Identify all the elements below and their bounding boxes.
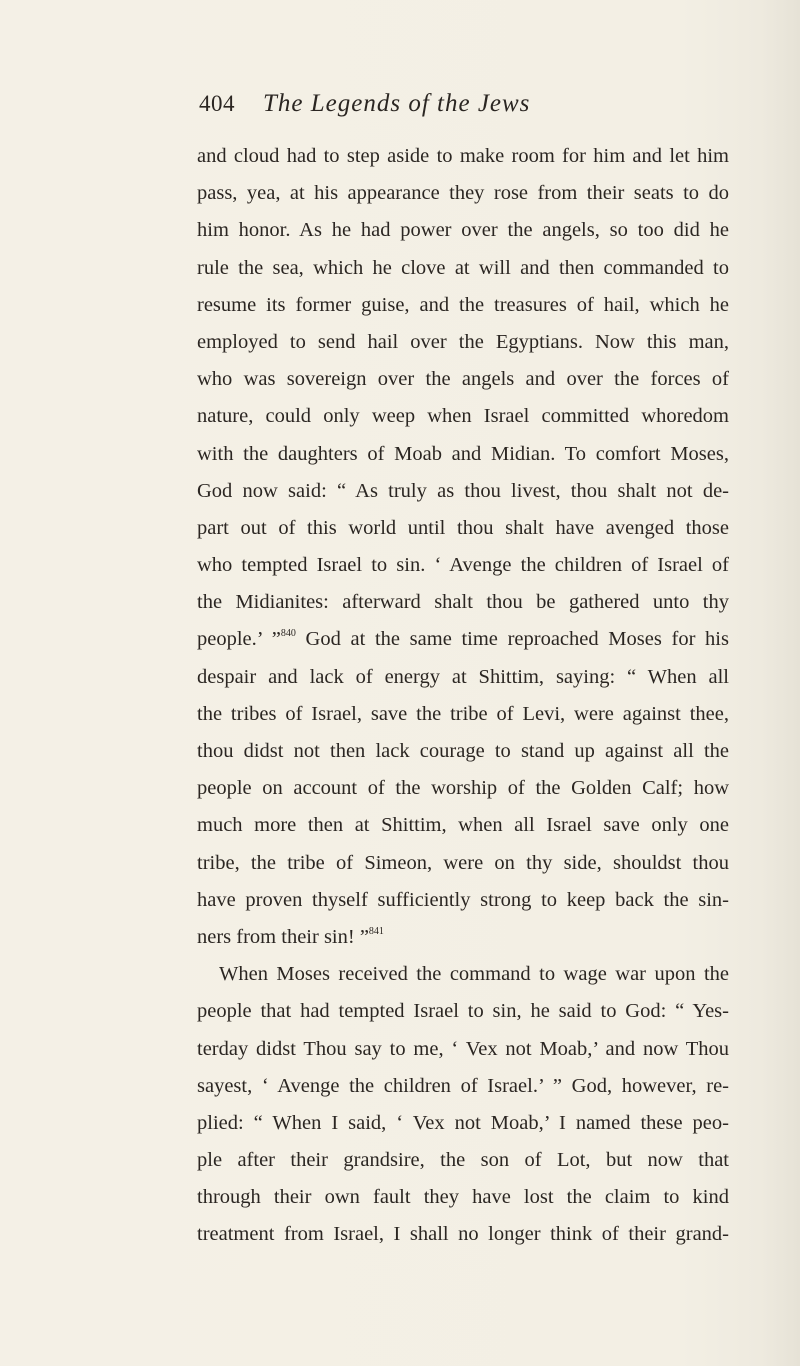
text-line: who was sovereign over the angels and over the forces of <box>197 368 729 391</box>
text-line: much more then at Shittim, when all Israel save only one <box>197 814 729 837</box>
text-segment: ners from their sin! ” <box>197 925 369 948</box>
text-line: resume its former guise, and the treasures of hail, which he <box>197 293 729 316</box>
footnote-ref: 841 <box>368 925 384 937</box>
text-line: people that had tempted Israel to sin, he said to God: “ Yes- <box>197 1000 729 1023</box>
text-line: tribe, the tribe of Simeon, were on thy side, shouldst thou <box>197 851 729 874</box>
text-line: him honor. As he had power over the angels, so too did he <box>197 219 729 242</box>
text-line: plied: “ When I said, ‘ Vex not Moab,’ I named these peo- <box>197 1111 729 1134</box>
footnote-ref: 840 <box>280 628 296 640</box>
text-line: When Moses received the command to wage war upon the <box>219 963 729 986</box>
page-header <box>199 80 719 128</box>
text-line: terday didst Thou say to me, ‘ Vex not Moab,’ and now Thou <box>197 1037 729 1060</box>
text-line: have proven thyself sufficiently strong to keep back the sin- <box>197 888 729 911</box>
text-line: who tempted Israel to sin. ‘ Avenge the children of Israel of <box>197 554 729 577</box>
text-segment: God at the same time reproached Moses for his <box>305 628 729 651</box>
text-line: treatment from Israel, I shall no longer think of their grand- <box>197 1223 729 1246</box>
text-line: through their own fault they have lost the claim to kind <box>197 1186 729 1209</box>
text-line: part out of this world until thou shalt have avenged those <box>197 516 729 539</box>
text-line: employed to send hail over the Egyptians. Now this man, <box>197 330 729 353</box>
text-line: with the daughters of Moab and Midian. To comfort Moses, <box>197 442 729 465</box>
running-title: The Legends of the Jews <box>263 90 531 117</box>
page-number: 404 <box>199 91 235 116</box>
text-line: people on account of the worship of the Golden Calf; how <box>197 777 729 800</box>
text-line: rule the sea, which he clove at will and then commanded to <box>197 256 729 279</box>
text-line: ple after their grandsire, the son of Lot, but now that <box>197 1149 729 1172</box>
text-line: and cloud had to step aside to make room for him and let him <box>197 145 729 167</box>
body-text <box>197 138 729 1254</box>
text-line-with-footnote <box>197 919 729 956</box>
text-line: God now said: “ As truly as thou livest, thou shalt not de- <box>197 479 729 502</box>
text-segment: people.’ ” <box>197 628 281 651</box>
text-line: despair and lack of energy at Shittim, saying: “ When all <box>197 665 729 688</box>
text-line: thou didst not then lack courage to stand up against all the <box>197 740 729 762</box>
text-line: the Midianites: afterward shalt thou be gathered unto thy <box>197 591 729 614</box>
text-line: pass, yea, at his appearance they rose from their seats to do <box>197 182 729 205</box>
text-line: sayest, ‘ Avenge the children of Israel.’ ” God, however, re- <box>197 1074 729 1097</box>
text-line-with-footnote <box>197 621 729 658</box>
text-line: nature, could only weep when Israel committed whoredom <box>197 405 729 428</box>
text-line: the tribes of Israel, save the tribe of Levi, were against thee, <box>197 702 729 725</box>
